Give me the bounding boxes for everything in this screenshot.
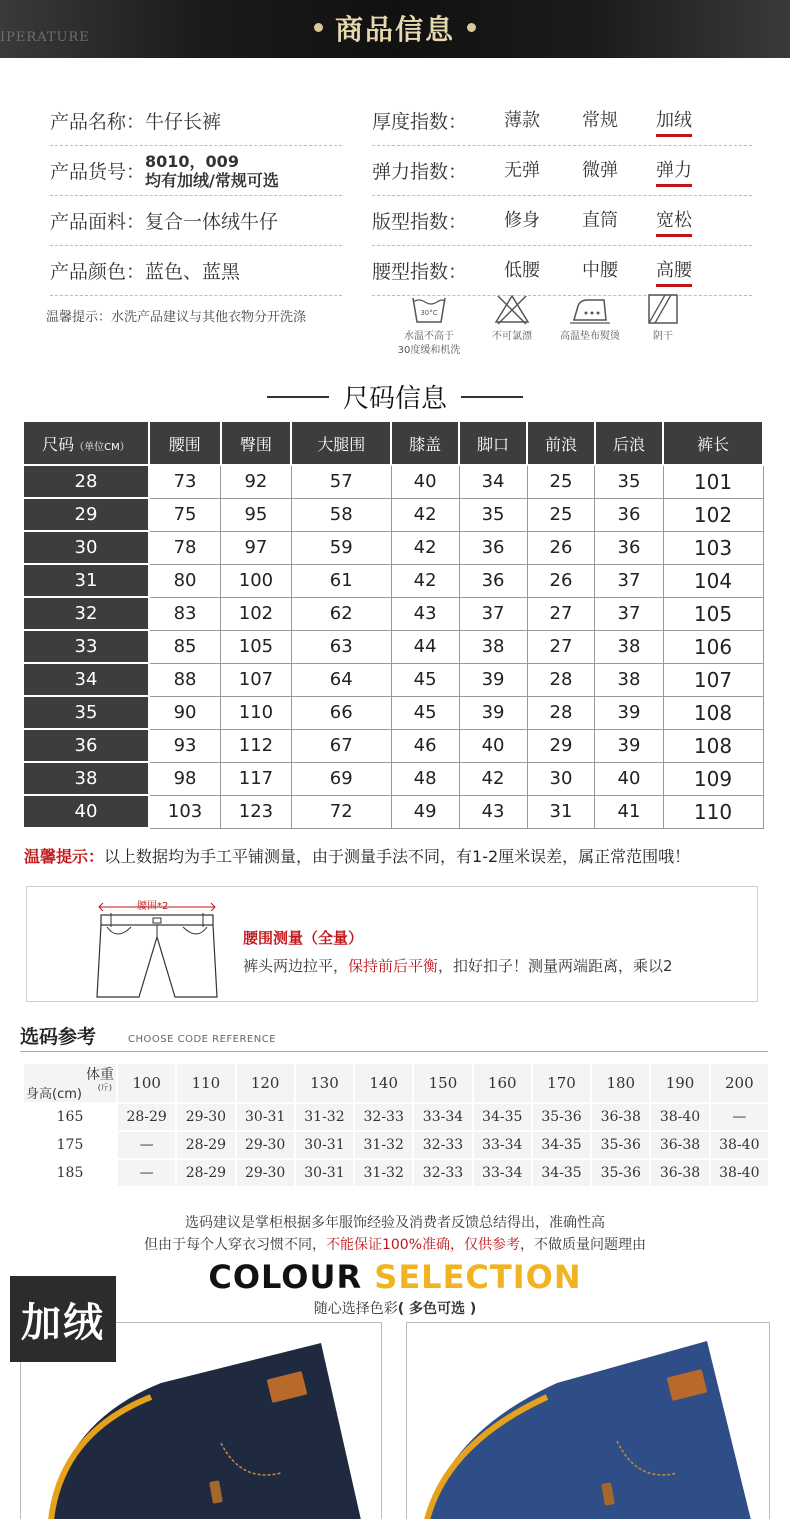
size-cell: 72 (291, 795, 391, 828)
waist-measure-desc (243, 955, 673, 976)
product-scales (372, 96, 752, 296)
column-header: 臀围 (221, 421, 292, 465)
note2-highlight: 不能保证100%准确，仅供参考 (325, 1237, 521, 1253)
size-cell: 39 (459, 696, 527, 729)
scale-option: 无弹 (504, 160, 540, 181)
reference-cell: 30-31 (296, 1160, 353, 1186)
reference-corner-cell (24, 1064, 116, 1102)
size-cell: 25 (527, 498, 595, 531)
size-row (23, 696, 763, 729)
column-header: 大腿围 (291, 421, 391, 465)
measure-desc-b: ，扣好扣子！测量两端距离，乘以2 (438, 957, 673, 975)
wash-tub-text: 30°C (420, 309, 438, 317)
size-warning (24, 844, 690, 867)
reference-cell: 35-36 (592, 1132, 649, 1158)
weight-header: 180 (592, 1064, 649, 1102)
weight-header: 140 (355, 1064, 412, 1102)
fleece-tag: 加绒 (10, 1276, 116, 1362)
reference-row (24, 1104, 768, 1130)
size-cell: 108 (663, 696, 763, 729)
reference-note-1: 选码建议是掌柜根据多年服饰经验及消费者反馈总结得出，准确性高 (185, 1215, 605, 1231)
measure-desc-highlight: 保持前后平衡 (348, 957, 439, 975)
scale-option: 微弹 (582, 160, 618, 181)
banner-title-text: 商品信息 (334, 13, 455, 46)
product-code-line2: 均有加绒/常规可选 (145, 170, 279, 190)
size-header-text: 尺码 (42, 434, 75, 454)
size-cell: 105 (663, 597, 763, 630)
scale-label: 厚度指数： (372, 111, 468, 133)
weight-header: 100 (118, 1064, 175, 1102)
reference-cell: 32-33 (355, 1104, 412, 1130)
size-cell: 112 (221, 729, 292, 762)
product-code-row (50, 146, 342, 196)
reference-cell: 29-30 (237, 1160, 294, 1186)
size-cell: 36 (459, 531, 527, 564)
size-cell: 59 (291, 531, 391, 564)
reference-cell: 34-35 (533, 1160, 590, 1186)
size-cell: 75 (149, 498, 221, 531)
size-row (23, 531, 763, 564)
size-cell: 92 (221, 465, 292, 498)
size-label: 29 (23, 498, 149, 531)
product-name-label: 产品名称： (50, 111, 146, 133)
size-cell: 107 (221, 663, 292, 696)
size-cell: 103 (149, 795, 221, 828)
scale-label: 弹力指数： (372, 161, 468, 183)
size-cell: 40 (595, 762, 663, 795)
reference-cell: 33-34 (474, 1132, 531, 1158)
reference-cell: 38-40 (711, 1160, 768, 1186)
care-no-bleach-line1: 不可氯漂 (492, 331, 532, 342)
size-cell: 102 (663, 498, 763, 531)
colour-selection-title (0, 1258, 790, 1296)
header-banner (0, 0, 790, 58)
size-cell: 28 (527, 696, 595, 729)
care-no-bleach (467, 292, 557, 344)
size-table (22, 420, 764, 829)
size-row (23, 795, 763, 828)
size-cell: 107 (663, 663, 763, 696)
reference-cell: 36-38 (592, 1104, 649, 1130)
size-cell: 34 (459, 465, 527, 498)
column-header: 腰围 (149, 421, 221, 465)
weight-header: 170 (533, 1064, 590, 1102)
care-dry (618, 292, 708, 344)
weight-header: 200 (711, 1064, 768, 1102)
product-fabric: 复合一体绒牛仔 (145, 211, 279, 233)
product-code-line1: 8010，009 (145, 151, 239, 171)
size-cell: 100 (221, 564, 292, 597)
measure-desc-a: 裤头两边拉平， (243, 957, 349, 975)
size-cell: 43 (459, 795, 527, 828)
size-label: 40 (23, 795, 149, 828)
size-cell: 42 (391, 531, 459, 564)
note2-b: ，不做质量问题理由 (520, 1237, 647, 1253)
size-cell: 108 (663, 729, 763, 762)
size-cell: 109 (663, 762, 763, 795)
reference-cell: 38-40 (711, 1132, 768, 1158)
product-color-label: 产品颜色： (50, 261, 146, 283)
title-line-left (267, 396, 329, 398)
size-cell: 36 (459, 564, 527, 597)
size-warning-label: 温馨提示： (24, 847, 105, 866)
size-cell: 37 (595, 597, 663, 630)
reference-cell: 31-32 (355, 1160, 412, 1186)
reference-cell: 32-33 (414, 1160, 471, 1186)
size-cell: 58 (291, 498, 391, 531)
scale-option: 低腰 (504, 260, 540, 281)
scale-option: 弹力 (656, 156, 692, 187)
size-row (23, 729, 763, 762)
reference-subtitle: CHOOSE CODE REFERENCE (128, 1034, 277, 1045)
column-header: 脚口 (459, 421, 527, 465)
size-cell: 35 (459, 498, 527, 531)
size-cell: 103 (663, 531, 763, 564)
size-cell: 37 (459, 597, 527, 630)
product-fabric-label: 产品面料： (50, 211, 146, 233)
size-cell: 90 (149, 696, 221, 729)
thickness-scale (372, 96, 752, 146)
size-label: 30 (23, 531, 149, 564)
reference-cell: 33-34 (414, 1104, 471, 1130)
size-cell: 101 (663, 465, 763, 498)
scale-option: 高腰 (656, 256, 692, 287)
note2-a: 但由于每个人穿衣习惯不同， (143, 1237, 326, 1253)
size-row (23, 663, 763, 696)
reference-cell: 34-35 (474, 1104, 531, 1130)
waist-rise-scale (372, 246, 752, 296)
size-label: 34 (23, 663, 149, 696)
reference-cell: 28-29 (177, 1132, 234, 1158)
size-header-cell (23, 421, 149, 465)
care-wash-line2: 30度缓和机洗 (397, 345, 461, 356)
weight-header: 110 (177, 1064, 234, 1102)
size-cell: 123 (221, 795, 292, 828)
size-row (23, 465, 763, 498)
care-iron-line1: 高温垫布熨烫 (560, 331, 620, 342)
reference-cell: 28-29 (118, 1104, 175, 1130)
size-cell: 44 (391, 630, 459, 663)
weight-header: 190 (651, 1064, 708, 1102)
product-code (145, 152, 279, 190)
scale-option: 加绒 (656, 106, 692, 137)
height-label: 身高(cm) (26, 1087, 82, 1102)
weight-header: 160 (474, 1064, 531, 1102)
size-cell: 35 (595, 465, 663, 498)
waist-measure-title: 腰围测量（全量） (243, 929, 364, 947)
waist-measure-label: 腰围*2 (137, 901, 169, 912)
size-cell: 93 (149, 729, 221, 762)
size-cell: 31 (527, 795, 595, 828)
banner-dot-right-icon (467, 23, 476, 32)
size-cell: 45 (391, 663, 459, 696)
size-cell: 30 (527, 762, 595, 795)
scale-option: 中腰 (582, 260, 618, 281)
size-cell: 26 (527, 564, 595, 597)
size-cell: 37 (595, 564, 663, 597)
column-header: 裤长 (663, 421, 763, 465)
size-section-title (0, 378, 790, 415)
size-cell: 98 (149, 762, 221, 795)
reference-cell: 32-33 (414, 1132, 471, 1158)
size-header-unit: （单位CM） (74, 441, 130, 453)
fit-scale (372, 196, 752, 246)
reference-cell: 31-32 (355, 1132, 412, 1158)
size-cell: 45 (391, 696, 459, 729)
column-header: 前浪 (527, 421, 595, 465)
size-table-body (23, 465, 763, 828)
size-cell: 43 (391, 597, 459, 630)
size-cell: 117 (221, 762, 292, 795)
column-header: 膝盖 (391, 421, 459, 465)
size-cell: 97 (221, 531, 292, 564)
size-cell: 95 (221, 498, 292, 531)
weight-header: 120 (237, 1064, 294, 1102)
size-label: 32 (23, 597, 149, 630)
size-cell: 36 (595, 531, 663, 564)
reference-cell: 30-31 (237, 1104, 294, 1130)
product-color: 蓝色、蓝黑 (145, 261, 241, 283)
weight-header: 150 (414, 1064, 471, 1102)
size-cell: 85 (149, 630, 221, 663)
iron-with-cloth-icon (568, 292, 612, 326)
size-cell: 27 (527, 630, 595, 663)
reference-cell: 38-40 (651, 1104, 708, 1130)
size-cell: 105 (221, 630, 292, 663)
size-cell: 62 (291, 597, 391, 630)
reference-cell: — (711, 1104, 768, 1130)
size-cell: 29 (527, 729, 595, 762)
size-row (23, 564, 763, 597)
weight-unit: (斤) (97, 1083, 112, 1092)
size-cell: 57 (291, 465, 391, 498)
column-header: 后浪 (595, 421, 663, 465)
size-label: 36 (23, 729, 149, 762)
size-cell: 67 (291, 729, 391, 762)
size-cell: 66 (291, 696, 391, 729)
reference-table-body (24, 1064, 768, 1186)
size-cell: 41 (595, 795, 663, 828)
size-cell: 49 (391, 795, 459, 828)
colour-title-a: COLOUR (208, 1258, 363, 1296)
reference-cell: 30-31 (296, 1132, 353, 1158)
size-cell: 38 (595, 663, 663, 696)
banner-title (0, 8, 790, 48)
weight-header: 130 (296, 1064, 353, 1102)
reference-cell: 36-38 (651, 1132, 708, 1158)
care-wash-line1: 水温不高于 (404, 331, 454, 342)
size-cell: 63 (291, 630, 391, 663)
size-cell: 39 (595, 729, 663, 762)
banner-dot-left-icon (314, 23, 323, 32)
size-cell: 42 (391, 498, 459, 531)
care-dry-line1: 阴干 (653, 331, 673, 342)
height-cell: 175 (24, 1132, 116, 1158)
reference-cell: 28-29 (177, 1160, 234, 1186)
size-cell: 61 (291, 564, 391, 597)
title-line-right (461, 396, 523, 398)
size-cell: 46 (391, 729, 459, 762)
elasticity-scale (372, 146, 752, 196)
reference-cell: 36-38 (651, 1160, 708, 1186)
scale-option: 薄款 (504, 110, 540, 131)
size-label: 31 (23, 564, 149, 597)
height-cell: 185 (24, 1160, 116, 1186)
shade-dry-icon (643, 292, 683, 326)
reference-cell: 29-30 (177, 1104, 234, 1130)
size-cell: 26 (527, 531, 595, 564)
reference-divider (20, 1051, 768, 1052)
product-name-row (50, 96, 342, 146)
size-cell: 25 (527, 465, 595, 498)
weight-label: 体重 (86, 1067, 114, 1083)
jeans-photo-blue-icon (407, 1323, 770, 1519)
scale-option: 宽松 (656, 206, 692, 237)
size-row (23, 498, 763, 531)
banner-ghost-text: IPERATURE (0, 30, 90, 45)
reference-cell: 33-34 (474, 1160, 531, 1186)
size-cell: 42 (391, 564, 459, 597)
reference-cell: 35-36 (592, 1160, 649, 1186)
size-section-title-text: 尺码信息 (342, 384, 447, 414)
reference-cell: — (118, 1160, 175, 1186)
scale-option: 直筒 (582, 210, 618, 231)
size-cell: 73 (149, 465, 221, 498)
reference-cell: 35-36 (533, 1104, 590, 1130)
size-cell: 64 (291, 663, 391, 696)
wash-30-icon (409, 292, 449, 326)
size-cell: 27 (527, 597, 595, 630)
size-row (23, 597, 763, 630)
scale-label: 版型指数： (372, 211, 468, 233)
reference-cell: 29-30 (237, 1132, 294, 1158)
product-photo-blue[interactable] (406, 1322, 770, 1519)
scale-label: 腰型指数： (372, 261, 468, 283)
reference-row (24, 1132, 768, 1158)
reference-cell: 31-32 (296, 1104, 353, 1130)
reference-row (24, 1160, 768, 1186)
scale-option: 常规 (582, 110, 618, 131)
size-cell: 110 (221, 696, 292, 729)
product-color-row (50, 246, 342, 296)
reference-header-row (24, 1064, 768, 1102)
size-cell: 69 (291, 762, 391, 795)
size-cell: 110 (663, 795, 763, 828)
size-row (23, 762, 763, 795)
size-cell: 39 (459, 663, 527, 696)
colour-subtitle (0, 1298, 790, 1318)
size-row (23, 630, 763, 663)
size-cell: 48 (391, 762, 459, 795)
care-tip: 温馨提示：水洗产品建议与其他衣物分开洗涤 (46, 310, 307, 325)
size-label: 38 (23, 762, 149, 795)
product-name: 牛仔长裤 (145, 111, 222, 133)
size-cell: 42 (459, 762, 527, 795)
colour-sub-b: ( 多色可选 ) (397, 1301, 477, 1317)
size-cell: 104 (663, 564, 763, 597)
reference-note-2 (0, 1234, 790, 1254)
reference-cell: 34-35 (533, 1132, 590, 1158)
size-label: 35 (23, 696, 149, 729)
size-cell: 78 (149, 531, 221, 564)
size-warning-text: 以上数据均为手工平铺测量，由于测量手法不同，有1-2厘米误差，属正常范围哦！ (104, 847, 691, 866)
size-label: 33 (23, 630, 149, 663)
colour-sub-a: 随心选择色彩 (313, 1301, 398, 1317)
size-cell: 83 (149, 597, 221, 630)
colour-title-b: SELECTION (374, 1258, 582, 1296)
size-label: 28 (23, 465, 149, 498)
waist-measure-box (26, 886, 758, 1002)
care-wash (384, 292, 474, 358)
size-table-header (23, 421, 763, 465)
size-cell: 36 (595, 498, 663, 531)
product-fabric-row (50, 196, 342, 246)
reference-cell: — (118, 1132, 175, 1158)
size-cell: 88 (149, 663, 221, 696)
size-cell: 40 (391, 465, 459, 498)
product-info (50, 96, 342, 296)
size-cell: 40 (459, 729, 527, 762)
product-code-label: 产品货号： (50, 161, 146, 183)
size-cell: 38 (595, 630, 663, 663)
reference-table (22, 1062, 770, 1188)
size-cell: 106 (663, 630, 763, 663)
reference-title: 选码参考 (20, 1026, 97, 1048)
size-cell: 102 (221, 597, 292, 630)
size-cell: 28 (527, 663, 595, 696)
no-bleach-icon (492, 292, 532, 326)
size-cell: 39 (595, 696, 663, 729)
size-cell: 38 (459, 630, 527, 663)
scale-option: 修身 (504, 210, 540, 231)
size-cell: 80 (149, 564, 221, 597)
height-cell: 165 (24, 1104, 116, 1130)
